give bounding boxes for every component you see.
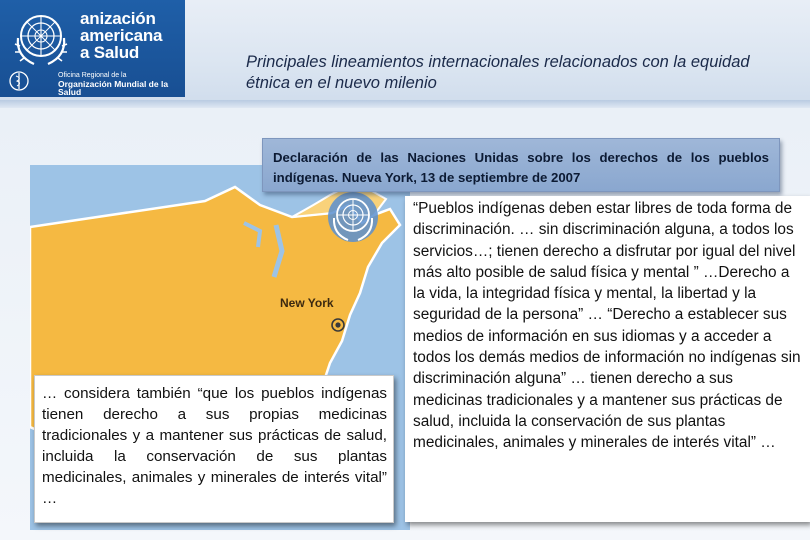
organization-subtitle-line1: Oficina Regional de la xyxy=(58,72,127,79)
declaration-text: Declaración de las Naciones Unidas sobre los derechos de los pueblos indígenas. Nueva York, 13 de septiembre de 2007 xyxy=(273,150,769,185)
slide-title: Principales lineamientos internacionales relacionados con la equidad étnica en el nuevo milenio xyxy=(246,53,750,92)
quote-box-right xyxy=(405,196,810,522)
city-marker-icon xyxy=(330,317,346,333)
quote-box-left xyxy=(34,375,394,523)
organization-subtitle xyxy=(58,72,185,96)
paho-logo-block xyxy=(0,0,185,97)
quote-right-text: “Pueblos indígenas deben estar libres de toda forma de discriminación. … sin discriminación alguna, a todos los servicios…; tienen derecho a disfrutar por igual del nivel más alto posible de salud física y mental ” …Derecho a la vida, la integridad física y mental, la libertad y la seguridad de la persona” … “Derecho a establecer sus medios de información en sus idiomas y a acceder a todos los demás medios de información no indígenas sin discriminación alguna” … tienen derecho a sus medicinas tradicionales y a mantener sus prácticas de salud, incluida la conservación de sus plantas medicinales, animales y minerales de interés vital” … xyxy=(413,200,801,452)
un-emblem-icon xyxy=(324,190,382,246)
quote-left-text: … considera también “que los pueblos indígenas tienen derecho a sus propias medicinas tradicionales y a mantener sus prácticas de salud, incluida la conservación de sus plantas medicinales, animales y minerales de interés vital” … xyxy=(42,385,387,507)
who-emblem-icon xyxy=(8,70,30,92)
city-label-new-york: New York xyxy=(280,296,334,310)
organization-name: anización americana a Salud xyxy=(80,9,163,62)
header-divider xyxy=(0,100,810,108)
declaration-box xyxy=(262,138,780,192)
un-emblem-icon xyxy=(8,8,74,68)
organization-subtitle-line2: Organización Mundial de la Salud xyxy=(58,79,169,97)
